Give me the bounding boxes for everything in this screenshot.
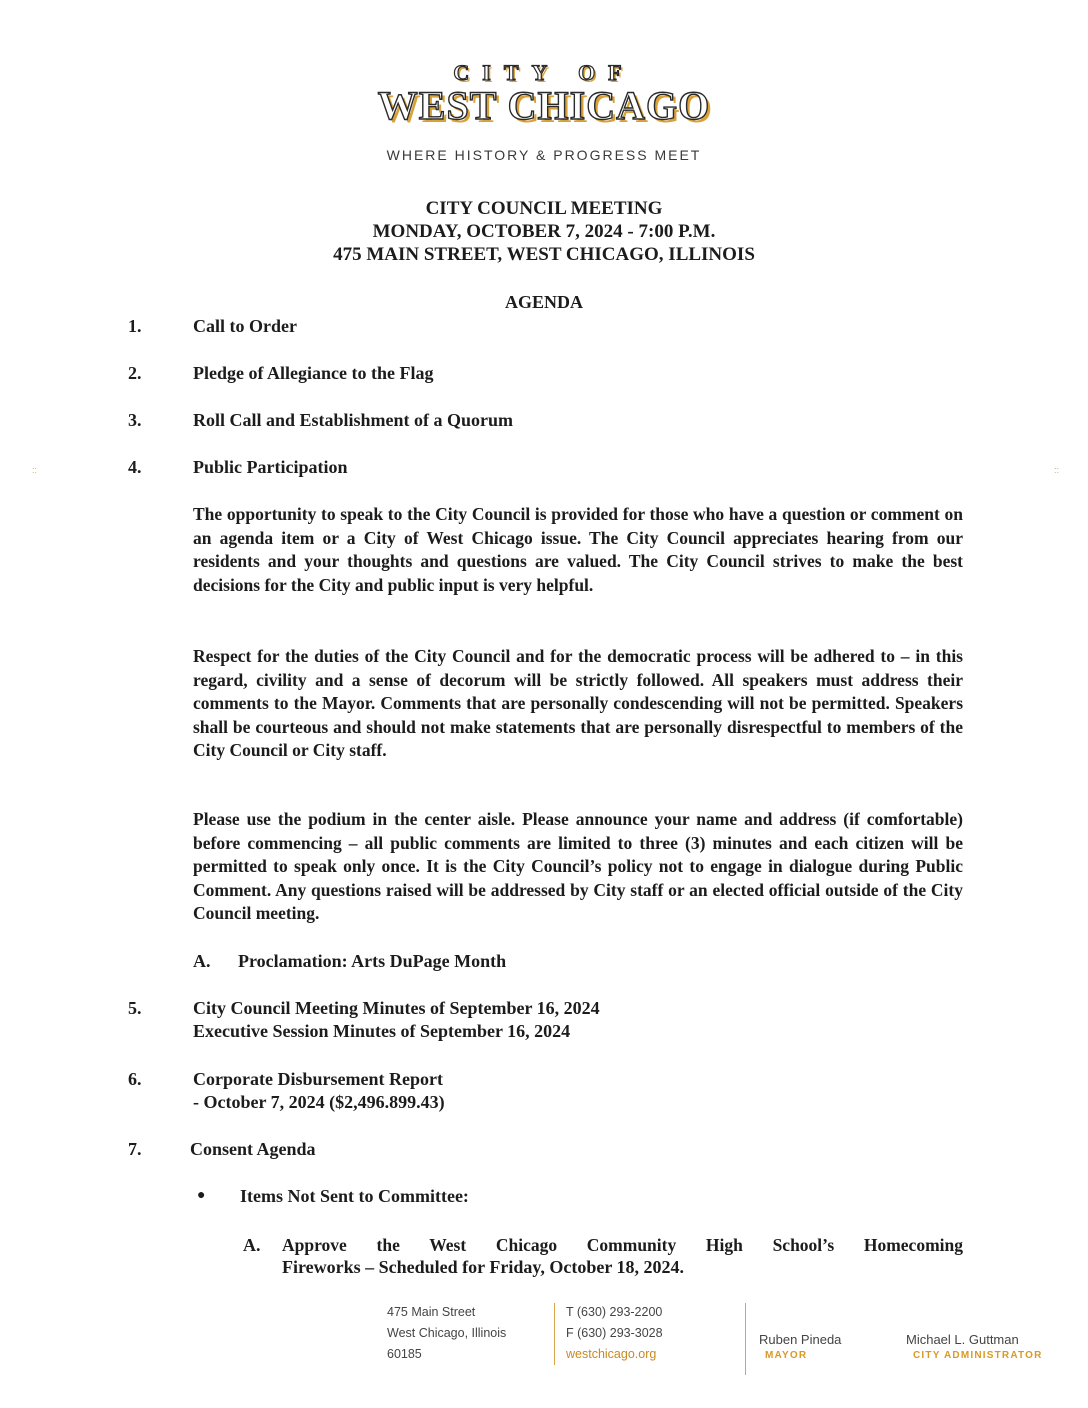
item-2-text: Pledge of Allegiance to the Flag xyxy=(193,363,434,383)
item-2-number: 2. xyxy=(128,363,142,383)
logo-city-of: CITY OF xyxy=(453,60,635,85)
item-1-text: Call to Order xyxy=(193,316,297,336)
item-7a-line-1: Approve the West Chicago Community High School’s Homecoming xyxy=(282,1235,963,1255)
item-5-line-2: Executive Session Minutes of September 16, 2024 xyxy=(193,1021,571,1041)
administrator-name: Michael L. Guttman xyxy=(906,1332,1019,1347)
item-5-number: 5. xyxy=(128,998,142,1018)
logo-west-chicago: WEST CHICAGO xyxy=(377,83,711,128)
item-4-text: Public Participation xyxy=(193,457,348,477)
footer-fax: F (630) 293-3028 xyxy=(566,1326,663,1340)
meeting-title: CITY COUNCIL MEETING xyxy=(425,198,663,219)
item-6-number: 6. xyxy=(128,1069,142,1089)
bullet-icon: ● xyxy=(197,1188,206,1203)
right-margin-mark: :: xyxy=(1054,465,1060,475)
footer-address xyxy=(387,1305,506,1368)
item-7-text: Consent Agenda xyxy=(190,1139,316,1159)
footer-divider-2 xyxy=(745,1303,746,1375)
agenda-heading: AGENDA xyxy=(504,292,583,312)
footer-phone: T (630) 293-2200 xyxy=(566,1305,663,1319)
item-5-line-1: City Council Meeting Minutes of September 16, 2024 xyxy=(193,998,600,1018)
left-margin-mark: :: xyxy=(32,465,38,475)
item-1-number: 1. xyxy=(128,316,142,336)
administrator-title: CITY ADMINISTRATOR xyxy=(913,1350,1043,1361)
item-4a-letter: A. xyxy=(193,951,211,971)
item-6-line-2: - October 7, 2024 ($2,496.899.43) xyxy=(193,1092,445,1112)
footer-zip: 60185 xyxy=(387,1347,422,1361)
public-participation-paragraph-3: Please use the podium in the center aisle. Please announce your name and address (if comfortable) before commencing – all public comments are limited to three (3) minutes and each citizen will be permitted to speak only once. It is the City Council’s policy not to engage in dialogue during Public Comment. Any questions raised will be addressed by City staff or an elected official outside of the City Council meeting. xyxy=(193,809,963,924)
footer-divider-1 xyxy=(554,1303,555,1365)
mayor-title: MAYOR xyxy=(765,1350,808,1361)
meeting-address: 475 MAIN STREET, WEST CHICAGO, ILLINOIS xyxy=(333,244,755,265)
footer-city: West Chicago, Illinois xyxy=(387,1326,507,1340)
item-7-number: 7. xyxy=(128,1139,142,1159)
item-3-text: Roll Call and Establishment of a Quorum xyxy=(193,410,514,430)
public-participation-paragraph-2: Respect for the duties of the City Council and for the democratic process will be adhered to – in this regard, civility and a sense of decorum will be strictly followed. All speakers must address their comments to the Mayor. Comments that are personally condescending will not be permitted. Speakers shall be courteous and should not make statements that are personally disrespectful to members of the City Council or City staff. xyxy=(193,646,963,761)
mayor-name: Ruben Pineda xyxy=(759,1332,842,1347)
public-participation-paragraph-1: The opportunity to speak to the City Council is provided for those who have a question or comment on an agenda item or a City of West Chicago issue. The City Council appreciates hearing from our residents and your thoughts and questions are valued. The City Council strives to make the best decisions for the City and public input is very helpful. xyxy=(193,504,963,595)
item-7-bullet-text: Items Not Sent to Committee: xyxy=(240,1186,469,1206)
item-7a-line-2: Fireworks – Scheduled for Friday, October 18, 2024. xyxy=(282,1257,684,1277)
item-4a-text: Proclamation: Arts DuPage Month xyxy=(238,951,507,971)
item-6-line-1: Corporate Disbursement Report xyxy=(193,1069,443,1089)
item-7a-letter: A. xyxy=(243,1235,261,1255)
meeting-date: MONDAY, OCTOBER 7, 2024 - 7:00 P.M. xyxy=(372,221,716,242)
logo-tagline: WHERE HISTORY & PROGRESS MEET xyxy=(386,147,702,163)
footer-website-link[interactable]: westchicago.org xyxy=(566,1347,657,1361)
item-4-number: 4. xyxy=(128,457,142,477)
item-3-number: 3. xyxy=(128,410,142,430)
footer-contact xyxy=(566,1305,663,1368)
footer-street: 475 Main Street xyxy=(387,1305,476,1319)
